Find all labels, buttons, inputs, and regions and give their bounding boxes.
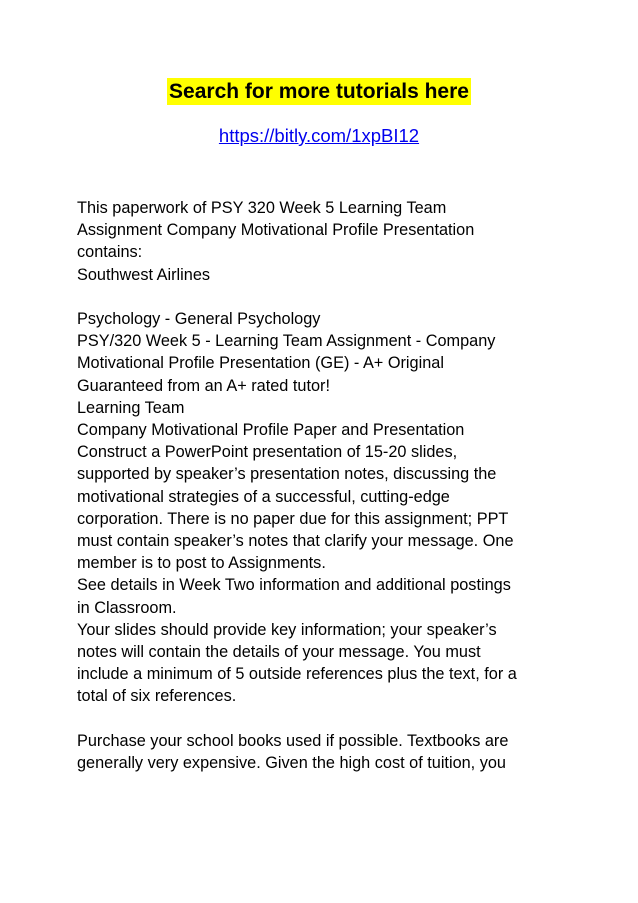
- text-line: notes will contain the details of your message. You must: [77, 643, 481, 662]
- closing-paragraph: [77, 730, 577, 774]
- header: [0, 78, 638, 105]
- tutorial-link[interactable]: https://bitly.com/1xpBI12: [218, 125, 420, 146]
- text-line: contains:: [77, 243, 143, 262]
- paragraph-spacer: [77, 708, 577, 730]
- text-line: corporation. There is no paper due for this assignment; PPT: [77, 509, 509, 528]
- text-line: motivational strategies of a successful, cutting-edge: [77, 487, 450, 506]
- text-line: PSY/320 Week 5 - Learning Team Assignment - Company: [77, 332, 496, 351]
- text-line: total of six references.: [77, 687, 237, 706]
- text-line: Psychology - General Psychology: [77, 310, 321, 328]
- text-line: Your slides should provide key information; your speaker’s: [77, 620, 497, 639]
- body-text: [77, 197, 577, 774]
- paragraph-spacer: [77, 286, 577, 308]
- text-line: Guaranteed from an A+ rated tutor!: [77, 376, 330, 395]
- search-banner: Search for more tutorials here: [169, 80, 469, 103]
- text-line: Southwest Airlines: [77, 265, 211, 284]
- text-line: supported by speaker’s presentation notes, discussing the: [77, 465, 497, 484]
- text-line: generally very expensive. Given the high cost of tuition, you: [77, 754, 506, 773]
- intro-paragraph: [77, 197, 577, 286]
- text-line: must contain speaker’s notes that clarify your message. One: [77, 532, 514, 551]
- text-line: Purchase your school books used if possible. Textbooks are: [77, 731, 509, 750]
- text-line: Assignment Company Motivational Profile Presentation: [77, 221, 475, 240]
- text-line: member is to post to Assignments.: [77, 554, 326, 573]
- text-line: include a minimum of 5 outside references plus the text, for a: [77, 665, 517, 684]
- text-line: in Classroom.: [77, 598, 177, 617]
- text-line: Company Motivational Profile Paper and Presentation: [77, 421, 465, 440]
- text-line: Motivational Profile Presentation (GE) - A+ Original: [77, 354, 444, 373]
- text-line: Construct a PowerPoint presentation of 15-20 slides,: [77, 443, 458, 462]
- details-paragraph: [77, 308, 577, 708]
- text-line: Learning Team: [77, 398, 185, 417]
- text-line: This paperwork of PSY 320 Week 5 Learning Team: [77, 199, 447, 217]
- text-line: See details in Week Two information and additional postings: [77, 576, 511, 595]
